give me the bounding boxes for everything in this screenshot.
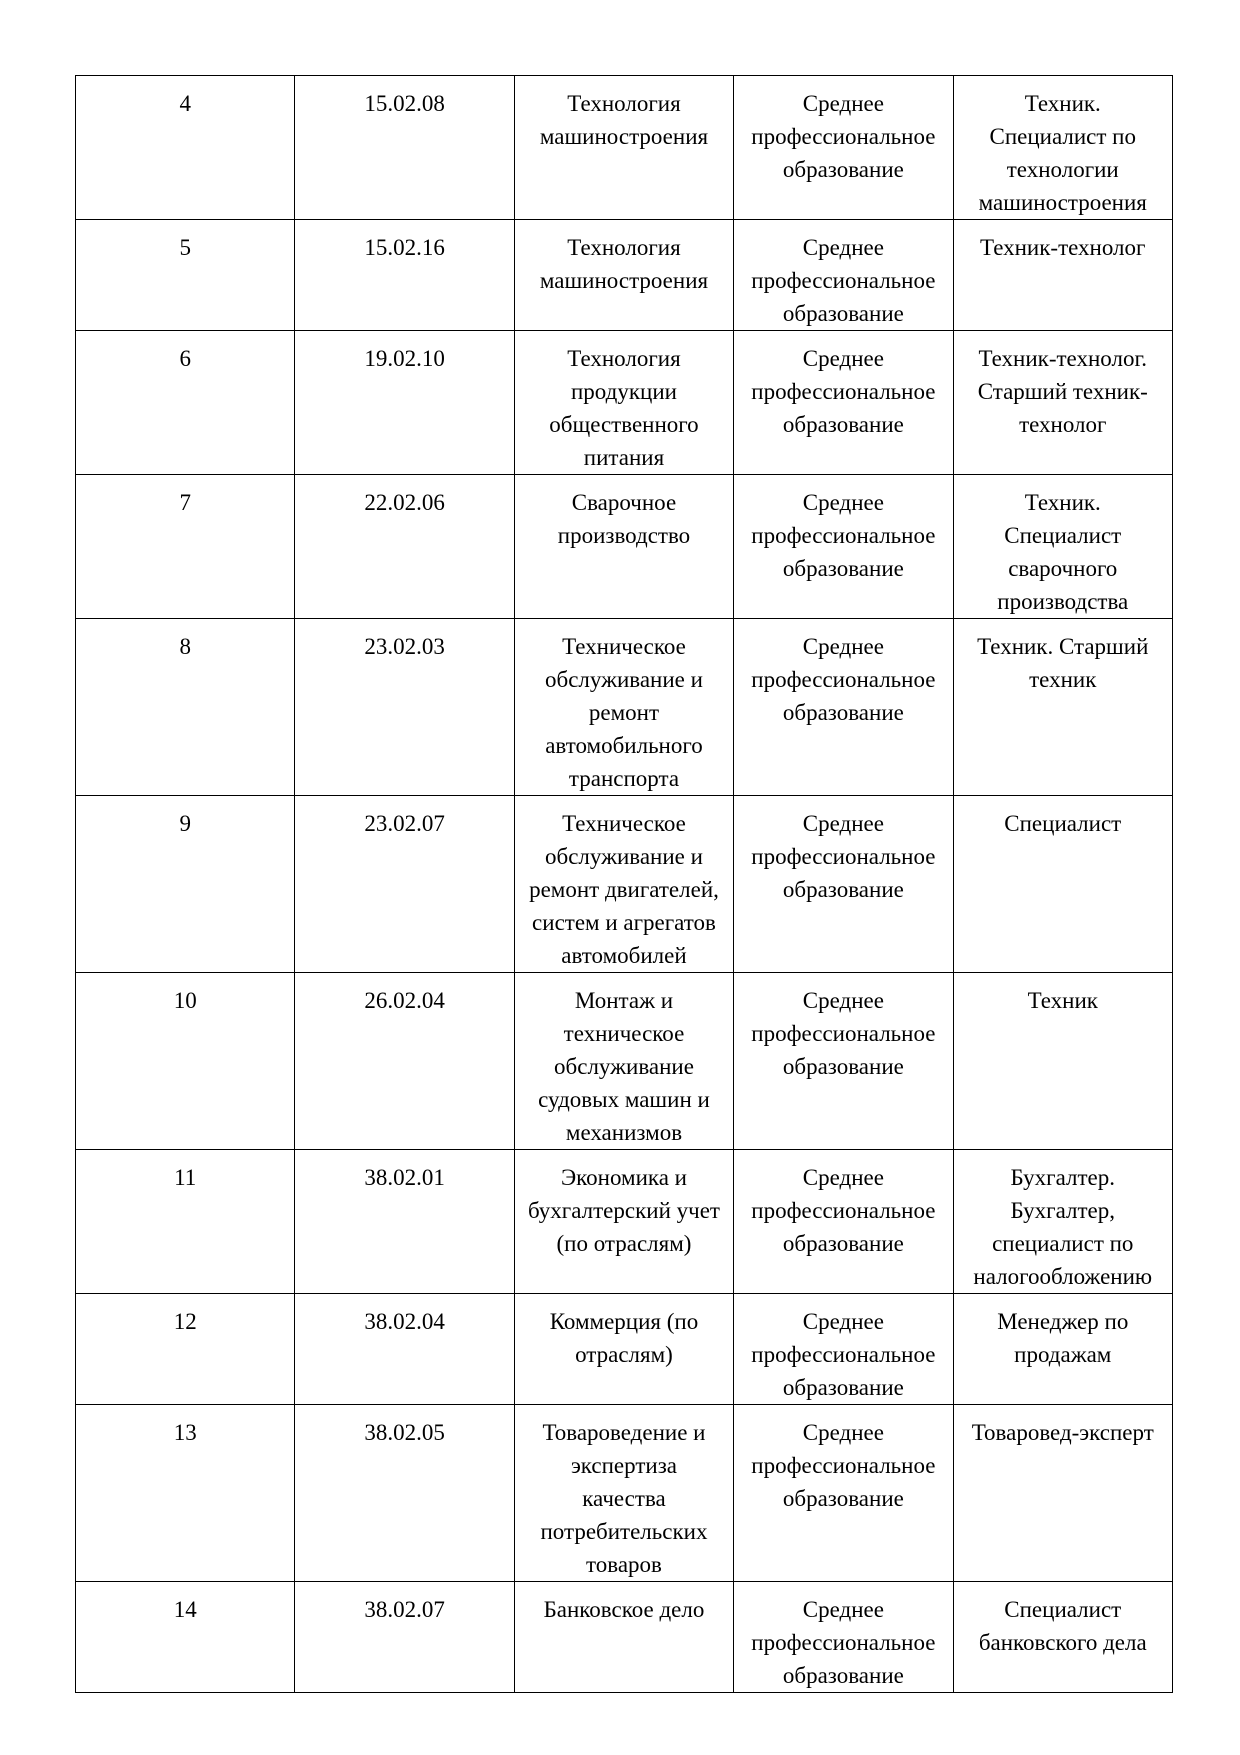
specialty-code-cell (295, 973, 514, 1150)
qualification-cell (953, 220, 1172, 331)
row-number-cell (76, 220, 295, 331)
qualification-cell (953, 1582, 1172, 1693)
specialty-code-text: 38.02.05 (364, 1420, 445, 1445)
row-number-cell (76, 1150, 295, 1294)
specialty-code-text: 23.02.07 (364, 811, 445, 836)
specialty-name-cell (514, 331, 733, 475)
specialty-name-text: Техническое обслуживание и ремонт двигателей, систем и агрегатов автомобилей (529, 811, 719, 968)
specialty-code-cell (295, 1405, 514, 1582)
table-row (76, 1405, 1173, 1582)
row-number-cell (76, 1405, 295, 1582)
specialty-code-text: 38.02.04 (364, 1309, 445, 1334)
table-body (76, 76, 1173, 1693)
specialty-name-text: Товароведение и экспертиза качества потребительских товаров (540, 1420, 708, 1577)
specialty-code-cell (295, 1582, 514, 1693)
specialty-name-text: Технология машиностроения (539, 235, 709, 293)
education-level-cell (734, 1150, 953, 1294)
specialty-code-cell (295, 331, 514, 475)
education-level-text: Среднее профессиональное образование (751, 235, 936, 326)
row-number-cell (76, 973, 295, 1150)
row-number-cell (76, 76, 295, 220)
table-row (76, 76, 1173, 220)
specialty-name-text: Техническое обслуживание и ремонт автомобильного транспорта (545, 634, 703, 791)
education-level-text: Среднее профессиональное образование (751, 634, 936, 725)
qualification-text: Товаровед-эксперт (971, 1420, 1154, 1445)
row-number-cell (76, 331, 295, 475)
education-level-text: Среднее профессиональное образование (751, 91, 936, 182)
education-level-text: Среднее профессиональное образование (751, 1165, 936, 1256)
education-level-text: Среднее профессиональное образование (751, 1597, 936, 1688)
specialty-code-cell (295, 1150, 514, 1294)
qualification-cell (953, 1150, 1172, 1294)
specialty-code-text: 19.02.10 (364, 346, 445, 371)
qualification-cell (953, 619, 1172, 796)
specialty-code-cell (295, 475, 514, 619)
row-number-text: 7 (179, 490, 191, 515)
specialty-name-cell (514, 1150, 733, 1294)
specialty-name-cell (514, 220, 733, 331)
row-number-text: 10 (173, 988, 197, 1013)
education-level-cell (734, 220, 953, 331)
education-level-text: Среднее профессиональное образование (751, 988, 936, 1079)
qualification-cell (953, 331, 1172, 475)
specialty-name-text: Сварочное производство (557, 490, 691, 548)
qualification-text: Специалист банковского дела (978, 1597, 1147, 1655)
education-level-cell (734, 1582, 953, 1693)
specialty-name-cell (514, 1405, 733, 1582)
education-level-cell (734, 1294, 953, 1405)
row-number-cell (76, 796, 295, 973)
specialty-code-cell (295, 1294, 514, 1405)
row-number-text: 13 (173, 1420, 197, 1445)
row-number-cell (76, 1294, 295, 1405)
specialty-code-cell (295, 220, 514, 331)
specialty-code-text: 23.02.03 (364, 634, 445, 659)
education-level-cell (734, 331, 953, 475)
specialty-name-text: Монтаж и техническое обслуживание судовых машин и механизмов (538, 988, 710, 1145)
table-row (76, 1582, 1173, 1693)
row-number-text: 9 (179, 811, 191, 836)
education-level-text: Среднее профессиональное образование (751, 811, 936, 902)
specialty-name-cell (514, 796, 733, 973)
table-row (76, 1294, 1173, 1405)
specialty-code-text: 15.02.16 (364, 235, 445, 260)
qualification-cell (953, 475, 1172, 619)
specialty-name-text: Коммерция (по отраслям) (549, 1309, 699, 1367)
row-number-cell (76, 1582, 295, 1693)
table-row (76, 1150, 1173, 1294)
table-row (76, 220, 1173, 331)
qualification-text: Бухгалтер. Бухгалтер, специалист по налогообложению (973, 1165, 1153, 1289)
specialty-name-text: Технология продукции общественного питания (549, 346, 699, 470)
specialty-code-text: 38.02.01 (364, 1165, 445, 1190)
specialty-name-cell (514, 973, 733, 1150)
education-level-cell (734, 619, 953, 796)
specialty-code-text: 26.02.04 (364, 988, 445, 1013)
specialties-table (75, 75, 1173, 1693)
row-number-text: 5 (179, 235, 191, 260)
qualification-text: Техник. Специалист сварочного производства (997, 490, 1129, 614)
qualification-cell (953, 973, 1172, 1150)
education-level-text: Среднее профессиональное образование (751, 1420, 936, 1511)
education-level-cell (734, 973, 953, 1150)
specialty-name-text: Технология машиностроения (539, 91, 709, 149)
qualification-text: Техник-технолог (980, 235, 1146, 260)
qualification-cell (953, 76, 1172, 220)
row-number-text: 4 (179, 91, 191, 116)
qualification-cell (953, 796, 1172, 973)
qualification-text: Специалист (1004, 811, 1122, 836)
specialty-code-cell (295, 796, 514, 973)
specialty-code-text: 15.02.08 (364, 91, 445, 116)
table-row (76, 475, 1173, 619)
table-row (76, 619, 1173, 796)
specialty-name-cell (514, 1294, 733, 1405)
row-number-cell (76, 619, 295, 796)
qualification-cell (953, 1294, 1172, 1405)
row-number-text: 6 (179, 346, 191, 371)
education-level-text: Среднее профессиональное образование (751, 490, 936, 581)
education-level-cell (734, 475, 953, 619)
specialty-name-text: Банковское дело (543, 1597, 705, 1622)
qualification-text: Техник (1027, 988, 1098, 1013)
education-level-cell (734, 1405, 953, 1582)
qualification-text: Техник-технолог. Старший техник- технолог (977, 346, 1148, 437)
specialty-code-cell (295, 76, 514, 220)
table-row (76, 796, 1173, 973)
education-level-text: Среднее профессиональное образование (751, 346, 936, 437)
qualification-text: Менеджер по продажам (997, 1309, 1129, 1367)
qualification-cell (953, 1405, 1172, 1582)
row-number-text: 12 (173, 1309, 197, 1334)
qualification-text: Техник. Специалист по технологии машиностроения (978, 91, 1147, 215)
specialty-code-cell (295, 619, 514, 796)
row-number-text: 14 (173, 1597, 197, 1622)
row-number-text: 8 (179, 634, 191, 659)
education-level-text: Среднее профессиональное образование (751, 1309, 936, 1400)
specialty-name-cell (514, 619, 733, 796)
specialty-name-cell (514, 76, 733, 220)
qualification-text: Техник. Старший техник (977, 634, 1149, 692)
row-number-cell (76, 475, 295, 619)
table-row (76, 973, 1173, 1150)
specialty-code-text: 38.02.07 (364, 1597, 445, 1622)
specialty-name-cell (514, 1582, 733, 1693)
specialty-name-cell (514, 475, 733, 619)
specialty-name-text: Экономика и бухгалтерский учет (по отраслям) (527, 1165, 720, 1256)
table-row (76, 331, 1173, 475)
specialty-code-text: 22.02.06 (364, 490, 445, 515)
education-level-cell (734, 76, 953, 220)
row-number-text: 11 (174, 1165, 197, 1190)
education-level-cell (734, 796, 953, 973)
